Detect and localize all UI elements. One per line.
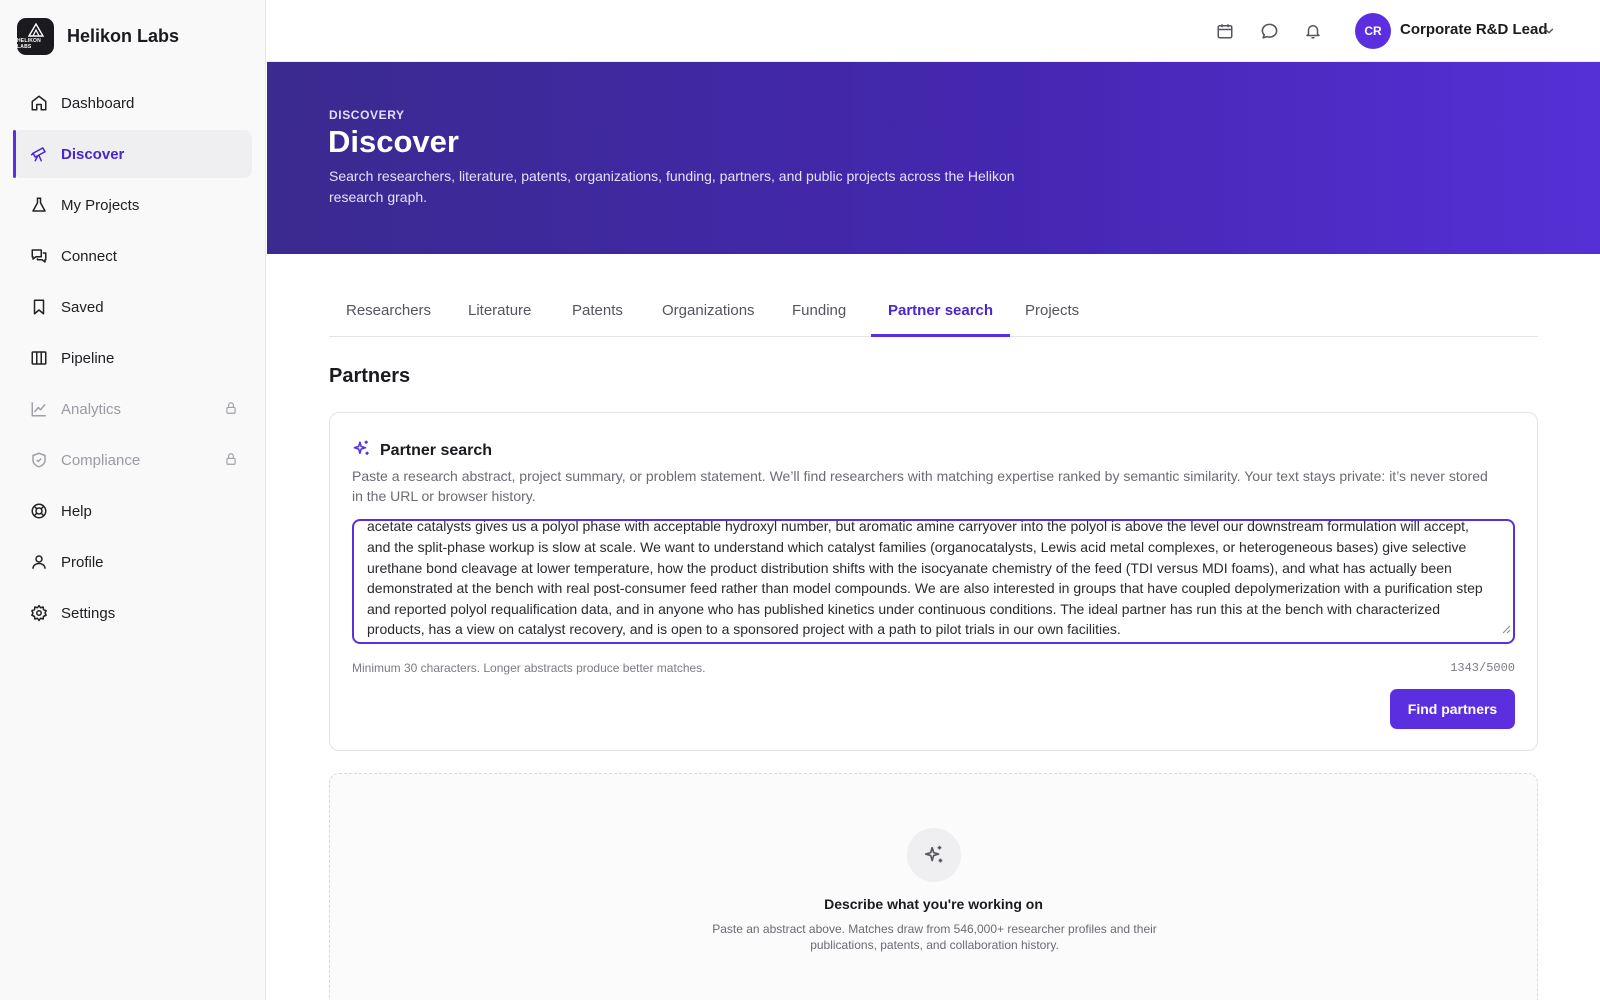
tab-organizations[interactable]: Organizations — [662, 302, 755, 319]
message-icon[interactable] — [1258, 20, 1280, 42]
empty-state — [329, 773, 1538, 1000]
user-name[interactable]: Corporate R&D Lead — [1400, 21, 1548, 38]
sparkles-icon — [907, 828, 961, 882]
user-icon — [30, 553, 48, 571]
sidebar-item-label: Dashboard — [61, 94, 135, 112]
calendar-icon[interactable] — [1214, 20, 1236, 42]
tab-patents[interactable]: Patents — [572, 302, 623, 319]
sidebar-item-connect[interactable] — [13, 232, 252, 280]
sidebar-item-settings[interactable] — [13, 589, 252, 637]
brand[interactable] — [17, 17, 179, 55]
sidebar-item-analytics[interactable] — [13, 385, 252, 433]
tab-researchers[interactable]: Researchers — [346, 302, 432, 319]
flask-icon — [30, 196, 48, 214]
tab-partner-search[interactable]: Partner search — [871, 292, 1010, 337]
tab-literature[interactable]: Literature — [468, 302, 532, 319]
shield-icon — [30, 451, 48, 469]
tab-projects[interactable]: Projects — [1025, 302, 1080, 319]
topbar — [267, 0, 1600, 62]
chart-icon — [30, 400, 48, 418]
abstract-input[interactable] — [352, 519, 1515, 644]
sidebar-item-saved[interactable] — [13, 283, 252, 331]
lock-icon — [224, 452, 238, 470]
card-title: Partner search — [380, 442, 493, 459]
lifebuoy-icon — [30, 502, 48, 520]
input-hint: Minimum 30 characters. Longer abstracts produce better matches. — [352, 661, 706, 675]
sidebar-item-label: Saved — [61, 298, 104, 316]
sidebar-item-help[interactable] — [13, 487, 252, 535]
section-title: Partners — [329, 365, 411, 387]
empty-state-description: Paste an abstract above. Matches draw from 546,000+ researcher profiles and their publications, patents, and collaboration history. — [712, 922, 1157, 952]
sidebar-item-profile[interactable] — [13, 538, 252, 586]
card-description: Paste a research abstract, project summary, or problem statement. We’ll find researchers with matching expertise ranked by semantic similarity. Your text stays private: it’s never stored in the URL or browser history. — [352, 468, 1488, 504]
hero-banner — [267, 62, 1600, 254]
sidebar-item-dashboard[interactable] — [13, 79, 252, 127]
columns-icon — [30, 349, 48, 367]
discover-tabs — [329, 292, 1538, 337]
find-partners-button[interactable]: Find partners — [1390, 689, 1515, 729]
sidebar-item-discover[interactable] — [13, 130, 252, 178]
bookmark-icon — [30, 298, 48, 316]
tab-funding[interactable]: Funding — [792, 302, 847, 319]
sidebar-item-label: Settings — [61, 604, 116, 622]
avatar[interactable]: CR — [1355, 13, 1391, 49]
telescope-icon — [30, 145, 48, 163]
resize-handle-icon[interactable] — [1501, 619, 1511, 640]
gear-icon — [30, 604, 48, 622]
chat-icon — [30, 247, 48, 265]
page-title: Discover — [328, 124, 459, 159]
hero-eyebrow: DISCOVERY — [329, 108, 405, 122]
brand-logo-text: HELIKON LABS — [17, 37, 41, 50]
sidebar — [0, 0, 266, 1000]
hero-description: Search researchers, literature, patents, organizations, funding, partners, and public projects across the Helikon research graph. — [329, 168, 1015, 205]
sidebar-nav — [13, 79, 252, 640]
sparkles-icon — [352, 439, 371, 463]
empty-state-title: Describe what you're working on — [824, 896, 1043, 912]
sidebar-item-label: Profile — [61, 553, 104, 571]
sidebar-item-my-projects[interactable] — [13, 181, 252, 229]
card-header — [352, 439, 492, 463]
brand-name: Helikon Labs — [67, 25, 180, 46]
sidebar-item-compliance[interactable] — [13, 436, 252, 484]
home-icon — [30, 94, 48, 112]
sidebar-item-label: Compliance — [61, 451, 141, 469]
chevron-down-icon[interactable] — [1542, 24, 1556, 43]
bell-icon[interactable] — [1302, 20, 1324, 42]
abstract-input-text: acetate catalysts gives us a polyol phase with acceptable hydroxyl number, but aromatic amine carryover into the polyol is above the level our downstream formulation will accept, and the split-phase workup is slow at scale. We want to understand which catalyst families (organocatalysts, Lewis acid metal complexes, or heterogeneous bases) give selective urethane bond cleavage at lower temperature, how the product distribution shifts with the isocyanate chemistry of the feed (TDI versus MDI foams), and what has actually been demonstrated at the bench with real post-consumer feed rather than model compounds. We are also interested in groups that have coupled depolymerization with a purification step and reported polyol requalification data, and in anyone who has published kinetics under continuous conditions. The ideal partner has run this at the bench with characterized products, has a view on catalyst recovery, and is open to a sponsored project with a path to pilot trials in our own facilities. — [367, 519, 1483, 638]
sidebar-item-label: Help — [61, 502, 92, 520]
sidebar-item-label: Discover — [61, 145, 125, 163]
sidebar-item-label: Pipeline — [61, 349, 115, 367]
sidebar-item-label: Connect — [61, 247, 117, 265]
partner-search-card — [329, 412, 1538, 751]
sidebar-item-label: Analytics — [61, 400, 122, 418]
character-counter: 1343/5000 — [1450, 661, 1515, 675]
sidebar-item-label: My Projects — [61, 196, 140, 214]
brand-logo — [17, 18, 54, 55]
sidebar-item-pipeline[interactable] — [13, 334, 252, 382]
lock-icon — [224, 401, 238, 419]
